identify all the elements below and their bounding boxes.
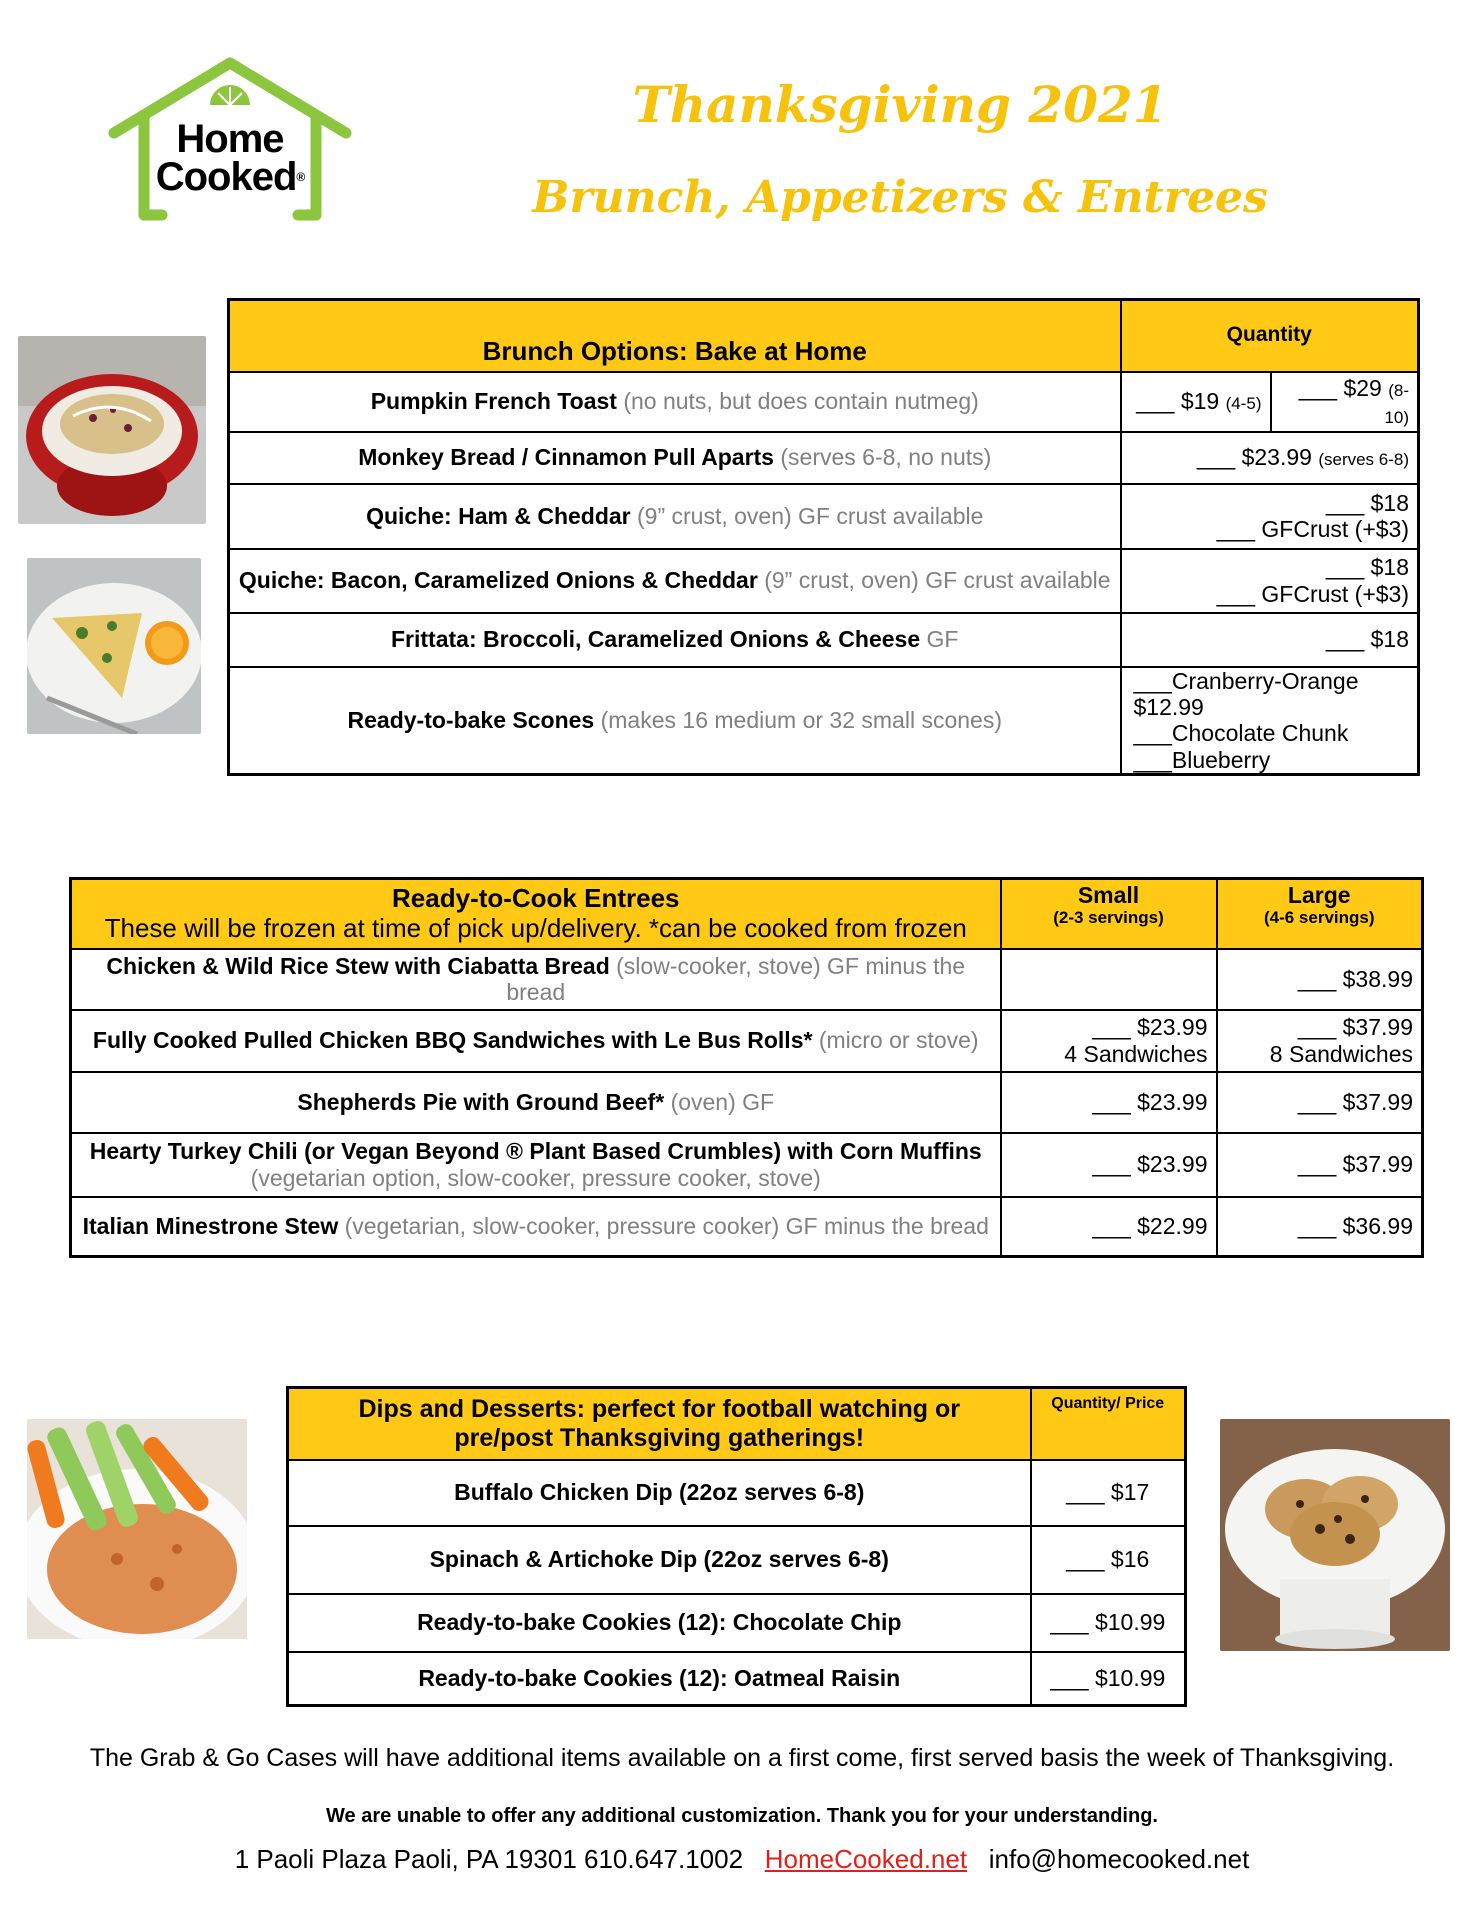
dips-header-line2: pre/post Thanksgiving gatherings! bbox=[454, 1423, 865, 1452]
price-option: ___ $18 bbox=[1325, 554, 1410, 581]
dips-table bbox=[286, 1386, 1187, 1707]
item-title: Chicken & Wild Rice Stew with Ciabatta Bread bbox=[106, 952, 610, 979]
flavor-option: ___Cranberry-Orange $12.99 bbox=[1133, 667, 1359, 720]
logo-registered-mark: ® bbox=[296, 170, 305, 184]
item-note: (makes 16 medium or 32 small scones) bbox=[600, 707, 1002, 734]
large-price-cell[interactable] bbox=[1217, 1010, 1423, 1072]
table-row bbox=[71, 949, 1423, 1010]
brunch-table bbox=[227, 298, 1420, 776]
gf-crust-option: ___ GFCrust (+$3) bbox=[1216, 580, 1410, 607]
page-title-line1: Thanksgiving 2021 bbox=[632, 75, 1168, 134]
table-row bbox=[288, 1652, 1186, 1706]
item-note: (vegetarian, slow-cooker, pressure cooker) GF minus the bread bbox=[344, 1213, 989, 1240]
table-row bbox=[71, 1133, 1423, 1197]
item-title: Quiche: Ham & Cheddar bbox=[366, 502, 631, 529]
price-cell[interactable]: ___ $10.99 bbox=[1031, 1594, 1186, 1652]
large-price-cell[interactable]: ___ $37.99 bbox=[1217, 1133, 1423, 1197]
price-cell-small[interactable] bbox=[1121, 372, 1271, 432]
small-price-cell[interactable]: ___ $23.99 bbox=[1001, 1072, 1217, 1133]
address: 1 Paoli Plaza Paoli, PA 19301 610.647.1002 bbox=[234, 1844, 744, 1874]
item-name bbox=[229, 432, 1121, 484]
small-header-label: Small bbox=[1077, 882, 1140, 908]
contact-line bbox=[0, 1844, 1484, 1875]
item-name bbox=[229, 484, 1121, 549]
quiche-photo bbox=[27, 558, 201, 734]
table-row bbox=[71, 1072, 1423, 1133]
item-name: Ready-to-bake Cookies (12): Chocolate Chip bbox=[288, 1594, 1031, 1652]
small-price-cell[interactable] bbox=[1001, 1010, 1217, 1072]
entrees-header-title: Ready-to-Cook Entrees bbox=[392, 882, 680, 913]
table-row bbox=[229, 613, 1419, 667]
logo-text-home: Home bbox=[176, 117, 284, 161]
item-title: Monkey Bread / Cinnamon Pull Aparts bbox=[358, 444, 774, 471]
item-title: Pumpkin French Toast bbox=[370, 388, 617, 415]
small-column-header bbox=[1001, 879, 1217, 949]
table-row bbox=[288, 1460, 1186, 1526]
logo-text-cooked-word: Cooked bbox=[155, 155, 297, 199]
item-name bbox=[229, 549, 1121, 613]
item-note: GF bbox=[926, 626, 959, 653]
logo-text-cooked bbox=[140, 157, 320, 197]
dips-header bbox=[288, 1388, 1031, 1460]
table-row bbox=[71, 1197, 1423, 1257]
item-title: Frittata: Broccoli, Caramelized Onions & Cheese bbox=[391, 626, 921, 653]
price-option: ___ $19 bbox=[1136, 388, 1220, 415]
cookies-photo bbox=[1220, 1419, 1450, 1651]
website-link[interactable]: HomeCooked.net bbox=[764, 1844, 968, 1874]
item-title: Italian Minestrone Stew bbox=[82, 1213, 339, 1240]
flavor-option: ___Blueberry bbox=[1133, 746, 1271, 773]
large-price-cell[interactable]: ___ $37.99 bbox=[1217, 1072, 1423, 1133]
dips-qty-header: Quantity/ Price bbox=[1031, 1388, 1186, 1460]
price-option: ___ $37.99 bbox=[1297, 1014, 1413, 1041]
item-name bbox=[229, 613, 1121, 667]
item-name: Buffalo Chicken Dip (22oz serves 6-8) bbox=[288, 1460, 1031, 1526]
item-name: Ready-to-bake Cookies (12): Oatmeal Raisin bbox=[288, 1652, 1031, 1706]
item-note: (vegetarian option, slow-cooker, pressure cooker, stove) bbox=[250, 1164, 821, 1191]
serving-size: (serves 6-8) bbox=[1318, 450, 1410, 470]
large-price-cell[interactable]: ___ $36.99 bbox=[1217, 1197, 1423, 1257]
item-name bbox=[229, 667, 1121, 775]
item-note: (serves 6-8, no nuts) bbox=[780, 444, 992, 471]
brunch-qty-header: Quantity bbox=[1121, 300, 1419, 372]
table-row bbox=[229, 432, 1419, 484]
price-option: ___ $29 bbox=[1298, 375, 1382, 402]
price-cell-large[interactable] bbox=[1271, 372, 1419, 432]
dips-header-line1: Dips and Desserts: perfect for football watching or bbox=[358, 1395, 960, 1423]
entrees-header bbox=[71, 879, 1001, 949]
item-note: (9” crust, oven) GF crust available bbox=[764, 567, 1111, 594]
serving-size: (4-5) bbox=[1225, 394, 1262, 414]
item-title: Quiche: Bacon, Caramelized Onions & Cheddar bbox=[238, 567, 758, 594]
price-cell[interactable] bbox=[1121, 484, 1419, 549]
buffalo-dip-photo bbox=[27, 1419, 247, 1639]
item-title: Ready-to-bake Scones bbox=[347, 707, 595, 734]
email-address[interactable]: info@homecooked.net bbox=[988, 1844, 1250, 1874]
small-price-cell[interactable]: ___ $23.99 bbox=[1001, 1133, 1217, 1197]
flavor-option: ___Chocolate Chunk bbox=[1133, 720, 1349, 747]
gf-crust-option: ___ GFCrust (+$3) bbox=[1216, 516, 1410, 542]
large-servings: (4-6 servings) bbox=[1263, 908, 1375, 928]
sandwich-count: 8 Sandwiches bbox=[1269, 1040, 1413, 1067]
scones-photo bbox=[18, 336, 206, 524]
scone-flavor-options[interactable] bbox=[1121, 667, 1419, 775]
item-name bbox=[229, 372, 1121, 432]
item-name bbox=[71, 949, 1001, 1010]
table-row bbox=[71, 1010, 1423, 1072]
price-option: ___ $23.99 bbox=[1092, 1014, 1208, 1041]
table-row bbox=[229, 549, 1419, 613]
item-name bbox=[71, 1010, 1001, 1072]
item-note: (no nuts, but does contain nutmeg) bbox=[623, 388, 979, 415]
price-cell[interactable] bbox=[1121, 549, 1419, 613]
price-cell[interactable] bbox=[1121, 613, 1419, 667]
item-title: Hearty Turkey Chili (or Vegan Beyond ® Plant Based Crumbles) with Corn Muffins bbox=[89, 1138, 982, 1165]
brunch-header bbox=[229, 300, 1121, 372]
entrees-table bbox=[69, 877, 1424, 1258]
price-cell[interactable]: ___ $16 bbox=[1031, 1526, 1186, 1594]
price-cell[interactable]: ___ $10.99 bbox=[1031, 1652, 1186, 1706]
brunch-header-label: Brunch Options: Bake at Home bbox=[482, 335, 867, 366]
table-row bbox=[288, 1594, 1186, 1652]
price-option: ___ $18 bbox=[1325, 489, 1410, 516]
table-row bbox=[229, 484, 1419, 549]
item-title: Shepherds Pie with Ground Beef* bbox=[297, 1088, 665, 1115]
table-row bbox=[288, 1526, 1186, 1594]
item-note: (slow-cooker, stove) GF minus the bread bbox=[506, 952, 966, 1005]
small-servings: (2-3 servings) bbox=[1053, 908, 1164, 928]
small-price-cell[interactable]: ___ $22.99 bbox=[1001, 1197, 1217, 1257]
price-option: ___ $18 bbox=[1325, 626, 1410, 653]
item-name bbox=[71, 1197, 1001, 1257]
large-header-label: Large bbox=[1287, 882, 1351, 908]
small-price-cell[interactable] bbox=[1001, 949, 1217, 1010]
item-note: (micro or stove) bbox=[818, 1027, 979, 1054]
price-cell[interactable] bbox=[1121, 432, 1419, 484]
table-row bbox=[229, 667, 1419, 775]
entrees-header-subtitle: These will be frozen at time of pick up/delivery. *can be cooked from frozen bbox=[104, 912, 967, 943]
item-name bbox=[71, 1133, 1001, 1197]
item-note: (9” crust, oven) GF crust available bbox=[637, 502, 984, 529]
page-title-line2: Brunch, Appetizers & Entrees bbox=[532, 172, 1268, 223]
item-name: Spinach & Artichoke Dip (22oz serves 6-8) bbox=[288, 1526, 1031, 1594]
item-title: Fully Cooked Pulled Chicken BBQ Sandwiches with Le Bus Rolls* bbox=[92, 1027, 813, 1054]
item-name bbox=[71, 1072, 1001, 1133]
logo bbox=[100, 55, 360, 230]
item-note: (oven) GF bbox=[670, 1088, 775, 1115]
table-row bbox=[229, 372, 1419, 432]
price-option: ___ $23.99 bbox=[1196, 444, 1312, 471]
price-cell[interactable]: ___ $17 bbox=[1031, 1460, 1186, 1526]
customization-notice: We are unable to offer any additional customization. Thank you for your understanding. bbox=[326, 1805, 1158, 1827]
large-price-cell[interactable]: ___ $38.99 bbox=[1217, 949, 1423, 1010]
grab-go-note: The Grab & Go Cases will have additional items available on a first come, first served basis the week of Thanksgiving. bbox=[89, 1744, 1395, 1772]
large-column-header bbox=[1217, 879, 1423, 949]
serving-size: (8-10) bbox=[1384, 381, 1410, 427]
sandwich-count: 4 Sandwiches bbox=[1064, 1040, 1208, 1067]
